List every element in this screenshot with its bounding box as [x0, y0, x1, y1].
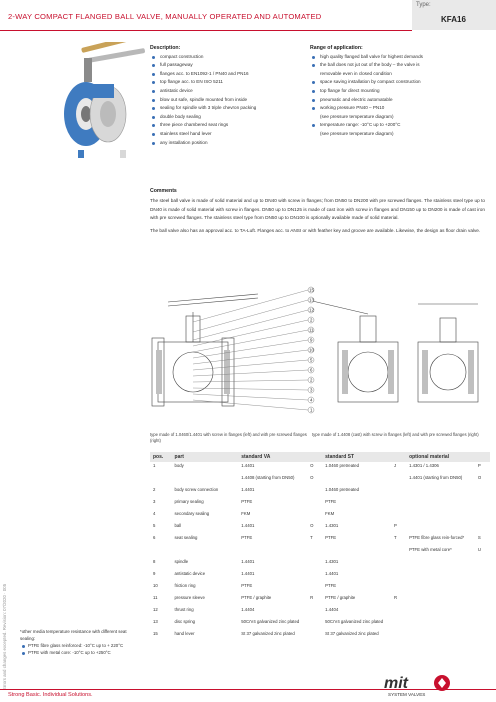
description-item: top flange acc. to EN ISO 5211	[160, 79, 223, 85]
table-cell: 13	[153, 619, 158, 624]
table-header-row	[150, 452, 490, 462]
bullet-icon	[152, 107, 155, 110]
list-item	[310, 104, 490, 121]
footnote-item: PTFE with metal core: -10°C up to +250°C	[28, 650, 111, 655]
range-item: high quality flanged ball valve for highest demands	[320, 53, 423, 59]
drawing-label: 2	[310, 377, 313, 383]
comments-section	[150, 187, 485, 239]
table-cell	[307, 618, 322, 630]
bullet-icon	[312, 107, 315, 110]
drawing-label: 9	[310, 337, 313, 343]
table-cell: 10	[153, 583, 158, 588]
table-cell	[406, 630, 475, 642]
drawing-label: 6	[310, 367, 313, 373]
bullet-icon	[152, 73, 155, 76]
drawing-label: 1	[310, 407, 313, 413]
list-item	[310, 53, 490, 62]
description-item: sealing for spindle with 3 triple chevron packing	[160, 105, 257, 111]
table-cell	[150, 546, 172, 558]
table-cell	[406, 522, 475, 534]
table-cell: 1.4301	[325, 523, 339, 528]
range-item-sub: removable even in closed condition	[320, 70, 392, 76]
table-row	[150, 474, 490, 486]
table-cell	[475, 618, 490, 630]
range-item: temperature range: -10°C up to +200°C	[320, 122, 401, 128]
table-cell: friction ring	[174, 583, 196, 588]
table-cell: pressure sleeve	[174, 595, 205, 600]
table-cell: PTFE	[241, 499, 253, 504]
bullet-icon	[152, 133, 155, 136]
table-cell	[475, 594, 490, 606]
table-cell	[307, 486, 322, 498]
table-row	[150, 618, 490, 630]
table-cell: antistatic device	[174, 571, 206, 576]
table-cell: 50CrV4 galvanized zinc plated	[241, 619, 300, 624]
table-cell: hand lever	[174, 631, 195, 636]
table-cell: 1.4404	[241, 607, 255, 612]
list-item	[150, 53, 300, 62]
range-item: working pressure PN40 – PN10	[320, 105, 385, 111]
table-cell	[238, 546, 307, 558]
description-section	[150, 44, 300, 147]
bullet-icon	[312, 56, 315, 59]
description-item: any installation position	[160, 139, 208, 145]
bullet-icon	[152, 64, 155, 67]
bullet-icon	[312, 64, 315, 67]
type-value: KFA16	[441, 15, 466, 24]
list-item	[150, 78, 300, 87]
description-item: stainless steel hand lever	[160, 130, 212, 136]
table-row	[150, 570, 490, 582]
table-cell: St 37 galvanized zinc plated	[325, 631, 379, 636]
range-item-sub: (see pressure temperature diagram)	[320, 113, 394, 119]
comments-paragraph: The steel ball valve is made of solid material and up to DN40 with screw in flanges; from DN50 to DN200 with pre screwed flanges. The stainless steel type up to DN40 is made of solid material with screw in flanges. DN50 up to DN125 is made of cast iron with screw in flanges and DN150 up to DN200 is made of cast iron with pre screwed flanges. The stainless steel type from DN50 up to DN100 is optionally available made of solid material.	[150, 198, 485, 221]
table-cell: body screw connection	[174, 487, 219, 492]
drawing-label: 13	[309, 297, 314, 303]
bullet-icon	[312, 90, 315, 93]
drawing-label: 3	[310, 387, 313, 393]
table-cell: spindle	[174, 559, 189, 564]
table-cell: S	[477, 535, 481, 540]
list-item	[150, 61, 300, 70]
table-cell	[391, 546, 406, 558]
description-item: antistatic device	[160, 87, 193, 93]
table-cell: J	[394, 463, 397, 468]
table-cell: 1.4401 (starting from DN50)	[409, 475, 463, 480]
table-cell: 1.4401	[241, 559, 255, 564]
table-cell	[322, 546, 391, 558]
table-cell	[150, 474, 172, 486]
list-item	[150, 87, 300, 96]
table-cell	[307, 498, 322, 510]
table-cell	[391, 486, 406, 498]
comments-heading: Comments	[150, 188, 177, 194]
table-cell: O	[310, 523, 314, 528]
table-cell	[307, 570, 322, 582]
table-cell	[307, 606, 322, 618]
table-cell: 1.4401	[241, 571, 255, 576]
table-cell: PTFE	[241, 583, 253, 588]
table-cell: 50CrV4 galvanized zinc plated	[325, 619, 384, 624]
range-item: the ball does not jut out of the body – the valve is	[320, 62, 420, 68]
bullet-icon	[152, 116, 155, 119]
table-header: part	[172, 452, 239, 462]
range-item: pneumatic and electric automatable	[320, 96, 393, 102]
table-cell: 1.4401	[325, 571, 339, 576]
table-cell	[475, 510, 490, 522]
table-cell	[391, 618, 406, 630]
type-label: Type:	[416, 2, 431, 8]
table-cell: 11	[153, 595, 158, 600]
description-heading: Description:	[150, 45, 181, 51]
table-row	[150, 498, 490, 510]
table-cell: 4	[153, 511, 156, 516]
table-row	[150, 594, 490, 606]
bullet-icon	[22, 652, 25, 655]
list-item	[150, 104, 300, 113]
table-row	[150, 558, 490, 570]
description-item: compact construction	[160, 53, 204, 59]
table-cell	[475, 558, 490, 570]
table-header	[391, 452, 406, 462]
table-cell: PTFE fibre glass rein-forced*	[409, 535, 465, 540]
table-cell	[307, 582, 322, 594]
range-section	[310, 44, 490, 139]
description-item: blow out safe, spindle mounted from inside	[160, 96, 248, 102]
table-cell: seat sealing	[174, 535, 198, 540]
table-cell: body	[174, 463, 184, 468]
table-cell	[307, 510, 322, 522]
table-cell	[172, 474, 239, 486]
table-cell	[406, 558, 475, 570]
table-cell: 2	[153, 487, 156, 492]
table-cell: disc spring	[174, 619, 196, 624]
table-cell	[406, 582, 475, 594]
table-cell	[391, 570, 406, 582]
table-cell	[406, 510, 475, 522]
bullet-icon	[152, 90, 155, 93]
list-item	[310, 61, 490, 78]
table-cell: 1.4401	[241, 463, 255, 468]
table-cell: ball	[174, 523, 182, 528]
table-cell	[322, 474, 391, 486]
table-header: standard VA	[238, 452, 307, 462]
table-cell	[391, 498, 406, 510]
list-item	[150, 113, 300, 122]
range-item-sub: (see pressure temperature diagram)	[320, 130, 394, 136]
drawing-label: 15	[309, 287, 314, 293]
table-cell: 5	[153, 523, 156, 528]
bullet-icon	[312, 99, 315, 102]
description-item: flanges acc. to EN1092-1 / PN40 and PN16	[160, 70, 249, 76]
bullet-icon	[152, 142, 155, 145]
list-item	[310, 87, 490, 96]
table-cell: 9	[153, 571, 156, 576]
table-cell: 1	[153, 463, 156, 468]
table-cell	[406, 594, 475, 606]
bullet-icon	[312, 81, 315, 84]
list-item	[150, 70, 300, 79]
bullet-icon	[152, 124, 155, 127]
table-cell	[406, 498, 475, 510]
table-cell: O	[477, 475, 482, 480]
table-header	[307, 452, 322, 462]
table-cell	[475, 606, 490, 618]
table-cell: R	[310, 595, 314, 600]
drawing-label: 2	[310, 317, 313, 323]
valve-product-image	[60, 42, 146, 162]
table-cell	[391, 606, 406, 618]
table-header: standard ST	[322, 452, 391, 462]
parts-table	[150, 452, 490, 642]
table-cell	[475, 498, 490, 510]
page-title: 2-WAY COMPACT FLANGED BALL VALVE, MANUALLY OPERATED AND AUTOMATED	[8, 12, 322, 21]
table-cell: 1.4408 (starting from DN50)	[241, 475, 295, 480]
bullet-icon	[152, 81, 155, 84]
table-cell: 3	[153, 499, 156, 504]
list-item	[150, 121, 300, 130]
list-item	[20, 649, 140, 656]
footer-slogan: Strong Basic. Individual Solutions.	[8, 692, 93, 698]
table-cell: FKM	[241, 511, 251, 516]
logo-subtext: SYSTEM VALVES	[388, 692, 426, 697]
table-cell	[172, 546, 239, 558]
drawing-label: 12	[309, 307, 314, 313]
table-cell: 15	[153, 631, 158, 636]
table-cell: T	[394, 535, 397, 540]
table-cell: 6	[153, 535, 156, 540]
table-cell	[475, 582, 490, 594]
table-cell	[475, 522, 490, 534]
table-row	[150, 462, 490, 474]
table-cell	[406, 618, 475, 630]
table-cell: O	[310, 463, 314, 468]
table-cell: P	[394, 523, 397, 528]
range-heading: Range of application:	[310, 45, 363, 51]
table-cell: St 37 galvanized zinc plated	[241, 631, 295, 636]
table-cell: secondary sealing	[174, 511, 210, 516]
table-cell	[475, 570, 490, 582]
description-item: double body sealing	[160, 113, 201, 119]
table-cell: primary sealing	[174, 499, 204, 504]
table-cell	[391, 582, 406, 594]
table-cell	[475, 486, 490, 498]
table-cell	[391, 558, 406, 570]
footnote-item: PTFE fibre glass reinforced: -10°C up to + 220°C	[28, 643, 124, 648]
list-item	[20, 642, 140, 649]
table-cell: T	[310, 535, 313, 540]
table-cell	[391, 510, 406, 522]
description-item: three piece chambered seat rings	[160, 122, 229, 128]
table-cell: thrust ring	[174, 607, 194, 612]
table-cell: O	[310, 475, 314, 480]
list-item	[310, 96, 490, 105]
drawing-caption-left: type made of 1.0460/1.4401 with screw in flanges (left) and with pre screwed flanges (right)	[150, 432, 307, 443]
comments-paragraph: The ball valve also has an approval acc. to TA-Luft. Flanges acc. to ANSI or with feather key and groove are available. Likewise, the design as floor drain valve.	[150, 227, 481, 233]
technical-drawing	[148, 282, 488, 430]
table-cell: P	[477, 463, 481, 468]
bullet-icon	[152, 99, 155, 102]
table-cell	[406, 606, 475, 618]
table-cell: PTFE	[241, 535, 253, 540]
table-cell	[391, 474, 406, 486]
table-header: optional material	[406, 452, 475, 462]
table-cell: 1.4301	[325, 559, 339, 564]
table-cell	[406, 570, 475, 582]
footnote	[20, 628, 140, 656]
table-cell: PTFE	[325, 499, 337, 504]
table-header	[475, 452, 490, 462]
table-cell: R	[394, 595, 398, 600]
revision-note: Errors and changes excepted. Revision: 07/2020 · 005	[2, 583, 7, 690]
drawing-caption-right: type made of 1.4408 (cast) with screw in flanges (left) and with pre screwed flanges (right)	[312, 432, 479, 437]
drawing-label: 5	[310, 357, 313, 363]
table-cell: U	[477, 547, 482, 552]
table-row	[150, 546, 490, 558]
table-row	[150, 582, 490, 594]
table-row	[150, 522, 490, 534]
drawing-label: 10	[309, 347, 314, 353]
drawing-label: 4	[310, 397, 313, 403]
table-row	[150, 630, 490, 642]
range-item: space saving installation by compact construction	[320, 79, 421, 85]
table-cell	[391, 630, 406, 642]
bullet-icon	[152, 56, 155, 59]
description-item: full passageway	[160, 62, 193, 68]
table-cell: 8	[153, 559, 156, 564]
bullet-icon	[22, 645, 25, 648]
table-header: pos.	[150, 452, 172, 462]
table-cell: PTFE / graphite	[241, 595, 272, 600]
list-item	[150, 96, 300, 105]
footnote-text: *other media temperature resistance with different seat sealing:	[20, 629, 127, 641]
table-cell	[307, 546, 322, 558]
list-item	[310, 121, 490, 138]
list-item	[150, 139, 300, 148]
bullet-icon	[312, 124, 315, 127]
drawing-label: 11	[309, 327, 314, 333]
table-cell: 1.0460 pretreated	[325, 463, 360, 468]
table-cell: 1.0460 pretreated	[325, 487, 360, 492]
table-cell: FKM	[325, 511, 335, 516]
table-cell	[307, 630, 322, 642]
list-item	[150, 130, 300, 139]
table-cell: 1.4301 / 1.4306	[409, 463, 439, 468]
table-cell: PTFE / graphite	[325, 595, 356, 600]
table-cell: PTFE	[325, 583, 337, 588]
table-cell: PTFE with metal core*	[409, 547, 452, 552]
logo-text: mit	[384, 675, 408, 692]
table-row	[150, 486, 490, 498]
table-cell: PTFE	[325, 535, 337, 540]
table-cell: 1.4404	[325, 607, 339, 612]
table-cell	[475, 630, 490, 642]
list-item	[310, 78, 490, 87]
mit-logo	[380, 672, 468, 698]
table-cell: 1.4401	[241, 487, 255, 492]
table-row	[150, 606, 490, 618]
table-cell	[406, 486, 475, 498]
table-cell	[307, 558, 322, 570]
table-cell: 1.4401	[241, 523, 255, 528]
range-item: top flange for direct mounting	[320, 87, 380, 93]
table-row	[150, 510, 490, 522]
table-cell: 12	[153, 607, 158, 612]
table-row	[150, 534, 490, 546]
